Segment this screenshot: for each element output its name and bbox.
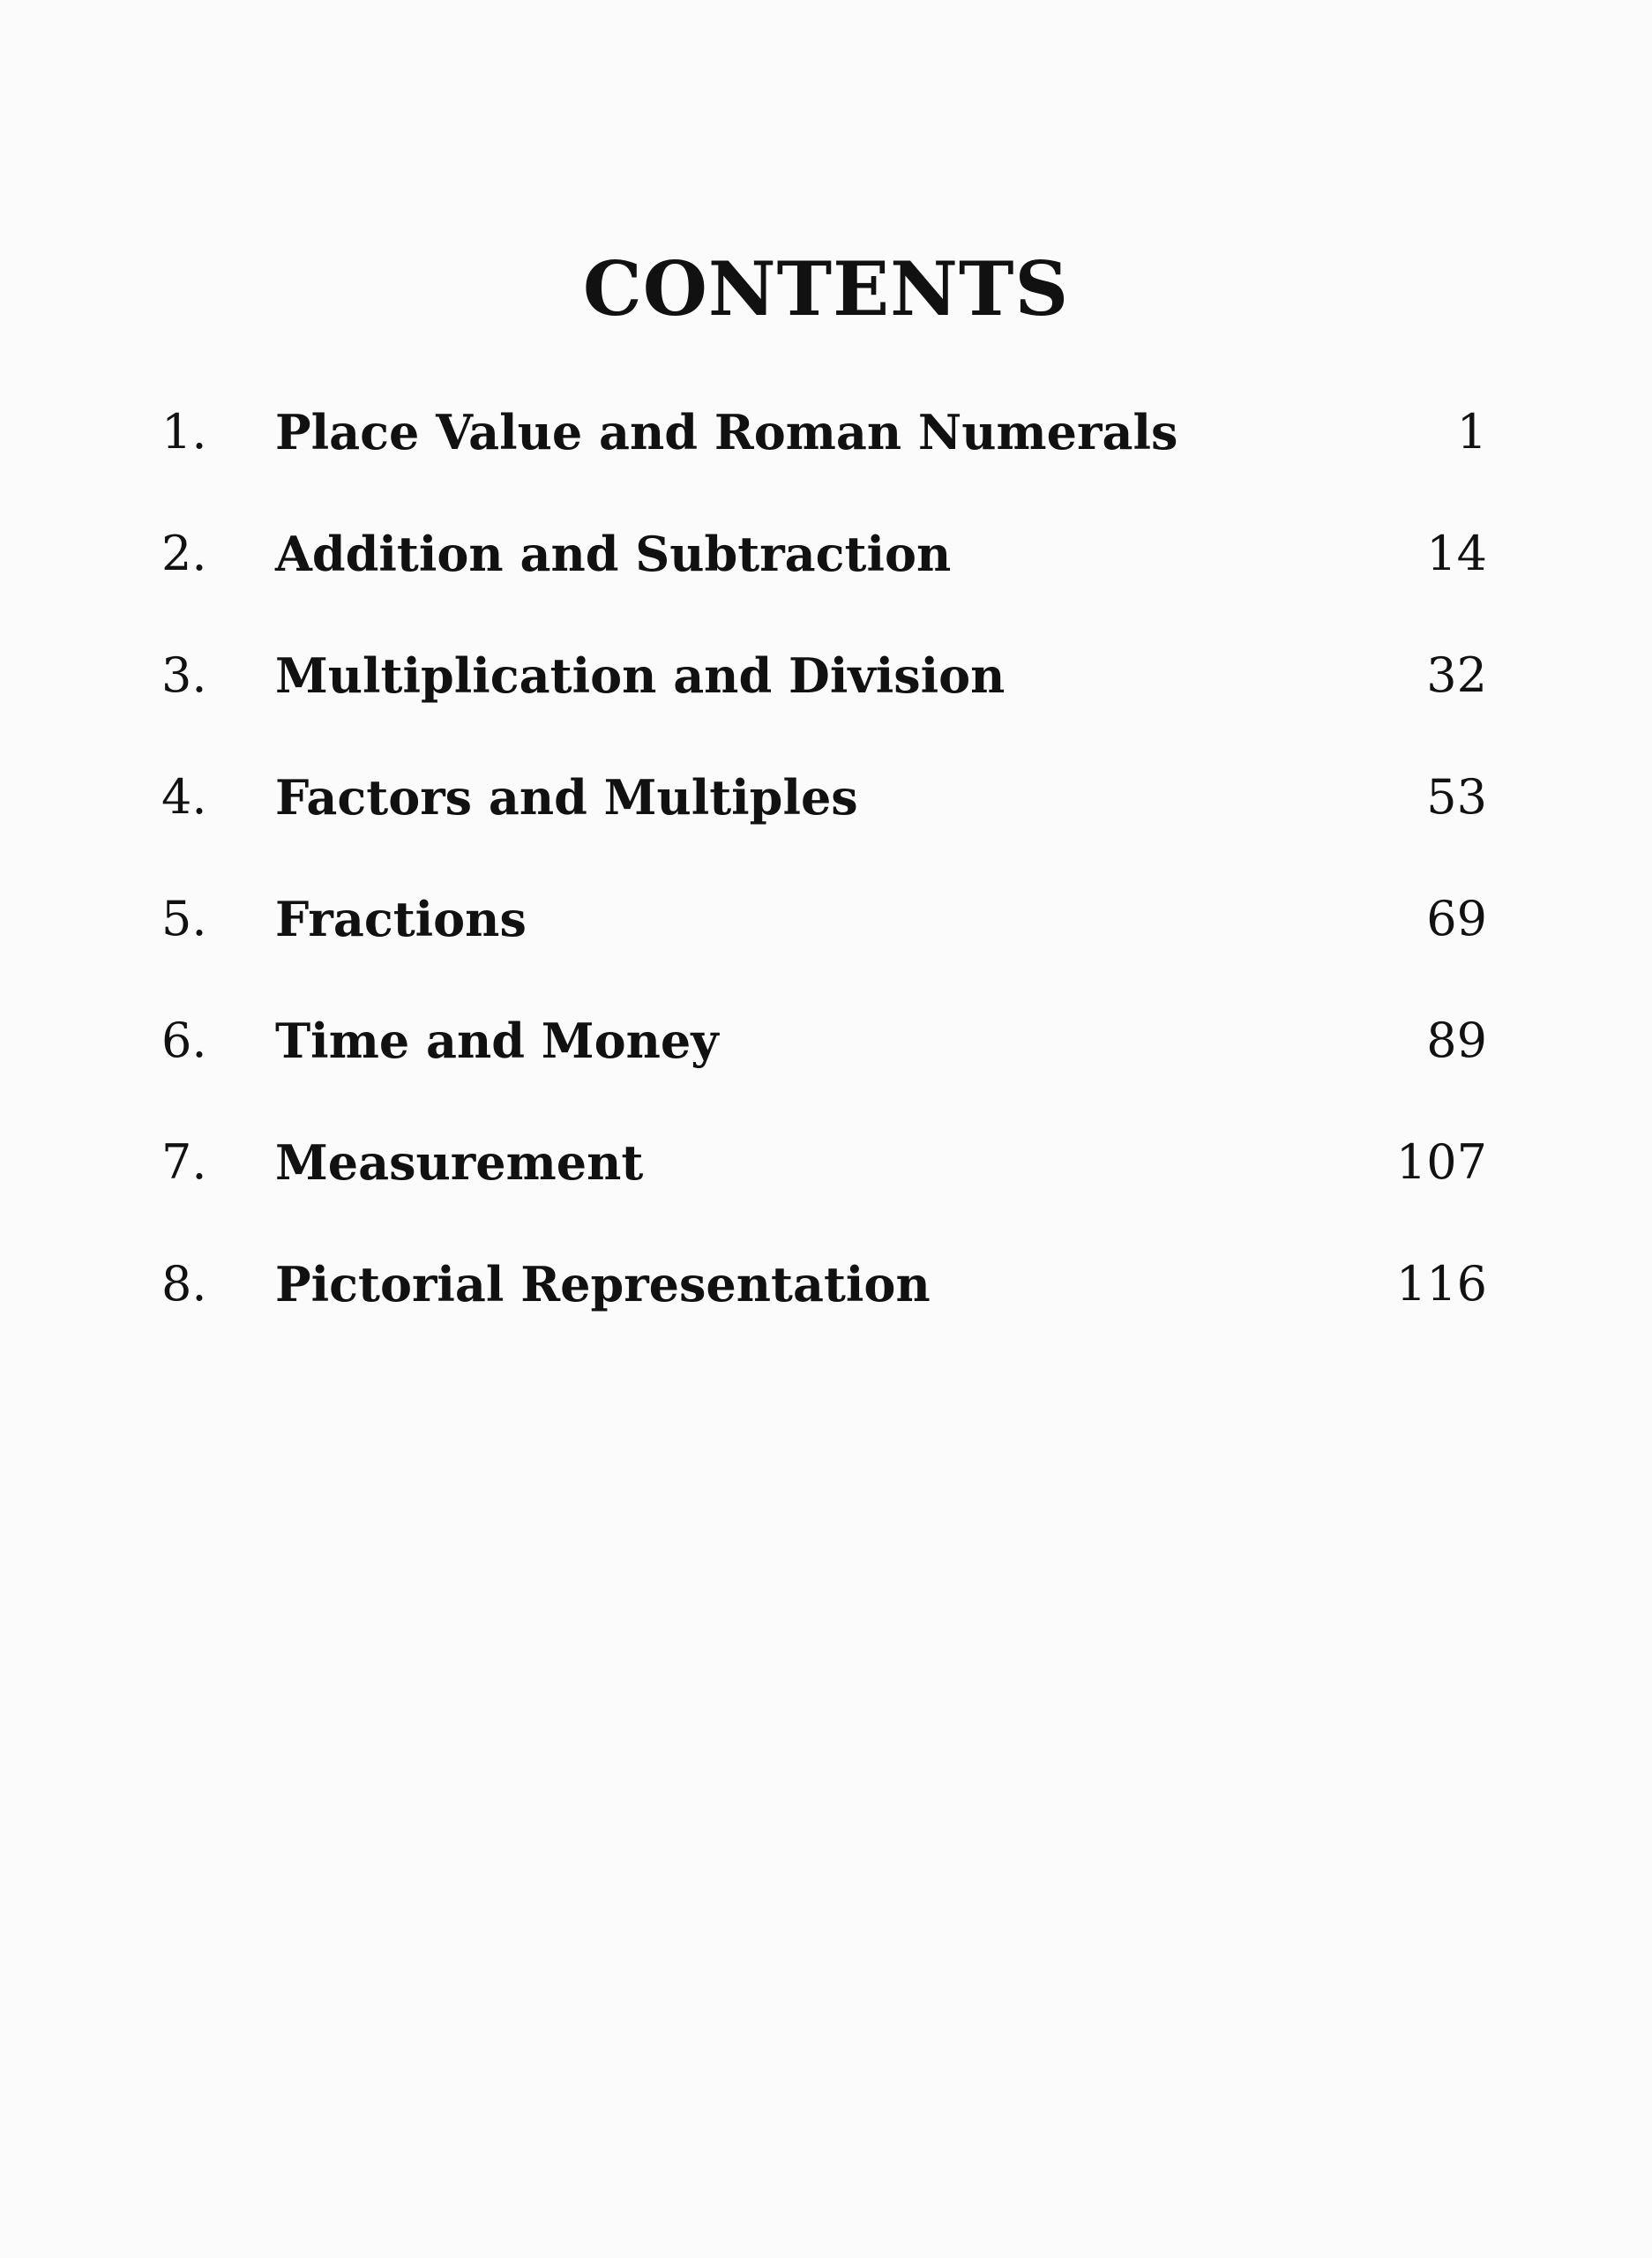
toc-entry-page: 53 [1426,769,1487,825]
toc-entry-chapter: Addition and Subtraction [275,526,952,582]
toc-entry[interactable] [0,393,1652,514]
toc-entry-page: 1 [1456,404,1487,460]
toc-entry-chapter: Multiplication and Division [275,647,1005,704]
toc-entry[interactable] [0,636,1652,758]
toc-entry-page: 89 [1426,1013,1487,1068]
table-of-contents [0,393,1652,1366]
toc-entry-page: 69 [1426,891,1487,946]
toc-entry-number: 4. [161,769,207,825]
toc-entry-page: 107 [1395,1134,1487,1190]
toc-entry-number: 3. [161,647,207,703]
toc-entry[interactable] [0,758,1652,879]
page-title: CONTENTS [582,245,1070,333]
toc-entry[interactable] [0,514,1652,636]
toc-entry-page: 116 [1395,1256,1487,1312]
toc-entry-chapter: Fractions [275,891,527,947]
toc-entry-number: 8. [161,1256,207,1312]
toc-entry-chapter: Place Value and Roman Numerals [275,404,1178,460]
toc-entry-chapter: Factors and Multiples [275,769,858,826]
toc-entry[interactable] [0,1245,1652,1366]
toc-entry-number: 6. [161,1013,207,1068]
toc-entry-number: 2. [161,526,207,581]
toc-entry-page: 14 [1426,526,1487,581]
toc-entry[interactable] [0,1001,1652,1123]
toc-entry-number: 7. [161,1134,207,1190]
toc-entry-number: 1. [161,404,207,460]
toc-entry-number: 5. [161,891,207,946]
toc-entry[interactable] [0,1123,1652,1245]
toc-entry-chapter: Time and Money [275,1013,719,1069]
toc-entry-chapter: Measurement [275,1134,644,1191]
toc-entry-page: 32 [1426,647,1487,703]
toc-entry[interactable] [0,879,1652,1001]
toc-entry-chapter: Pictorial Representation [275,1256,931,1312]
